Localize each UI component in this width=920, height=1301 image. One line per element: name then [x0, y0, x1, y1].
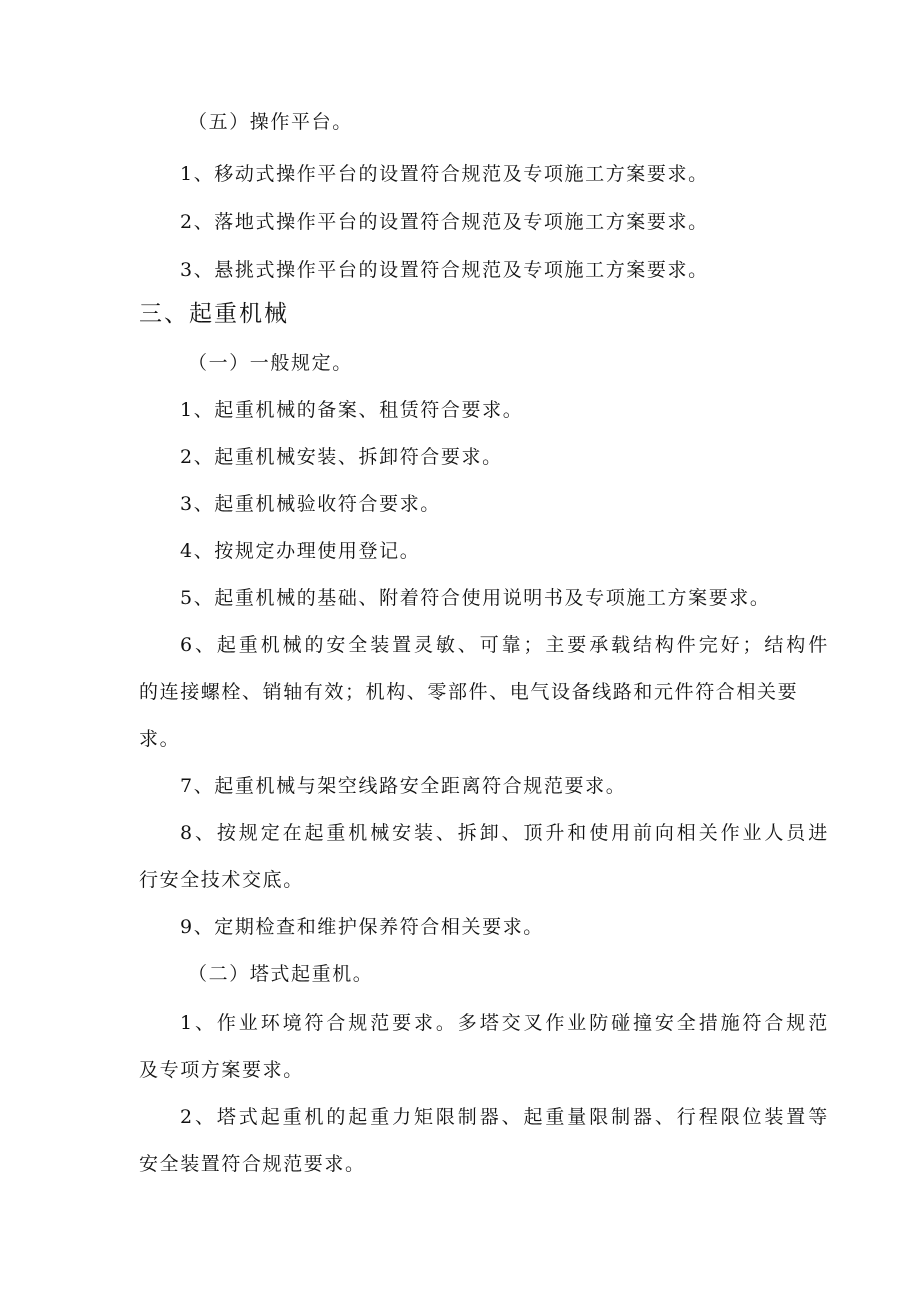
paragraph-general-3: 3、起重机械验收符合要求。 [180, 493, 441, 515]
section-heading-lifting-machinery: 三、起重机械 [139, 301, 289, 327]
paragraph-tower-2-line-2: 安全装置符合规范要求。 [139, 1153, 366, 1175]
paragraph-tower-1-line-1: 1、作业环境符合规范要求。多塔交叉作业防碰撞安全措施符合规范 [180, 1012, 831, 1034]
paragraph-general-2: 2、起重机械安装、拆卸符合要求。 [180, 446, 503, 468]
paragraph-tower-2-line-1: 2、塔式起重机的起重力矩限制器、起重量限制器、行程限位装置等 [180, 1106, 831, 1128]
subheading-tower-crane: （二）塔式起重机。 [188, 963, 374, 985]
paragraph-general-5: 5、起重机械的基础、附着符合使用说明书及专项施工方案要求。 [180, 587, 771, 609]
paragraph-general-1: 1、起重机械的备案、租赁符合要求。 [180, 399, 524, 421]
paragraph-general-9: 9、定期检查和维护保养符合相关要求。 [180, 916, 544, 938]
paragraph-platform-1: 1、移动式操作平台的设置符合规范及专项施工方案要求。 [180, 163, 709, 185]
paragraph-general-6-line-2: 的连接螺栓、销轴有效；机构、零部件、电气设备线路和元件符合相关要 [139, 681, 799, 703]
paragraph-general-7: 7、起重机械与架空线路安全距离符合规范要求。 [180, 775, 627, 797]
paragraph-general-6-line-3: 求。 [139, 728, 181, 750]
paragraph-general-4: 4、按规定办理使用登记。 [180, 540, 421, 562]
paragraph-general-8-line-2: 行安全技术交底。 [139, 869, 304, 891]
paragraph-general-6-line-1: 6、起重机械的安全装置灵敏、可靠；主要承载结构件完好；结构件 [180, 634, 831, 656]
subheading-general-provisions: （一）一般规定。 [188, 352, 353, 374]
paragraph-tower-1-line-2: 及专项方案要求。 [139, 1059, 304, 1081]
subheading-operating-platform: （五）操作平台。 [188, 111, 353, 133]
paragraph-platform-2: 2、落地式操作平台的设置符合规范及专项施工方案要求。 [180, 211, 709, 233]
paragraph-general-8-line-1: 8、按规定在起重机械安装、拆卸、顶升和使用前向相关作业人员进 [180, 822, 831, 844]
paragraph-platform-3: 3、悬挑式操作平台的设置符合规范及专项施工方案要求。 [180, 259, 709, 281]
